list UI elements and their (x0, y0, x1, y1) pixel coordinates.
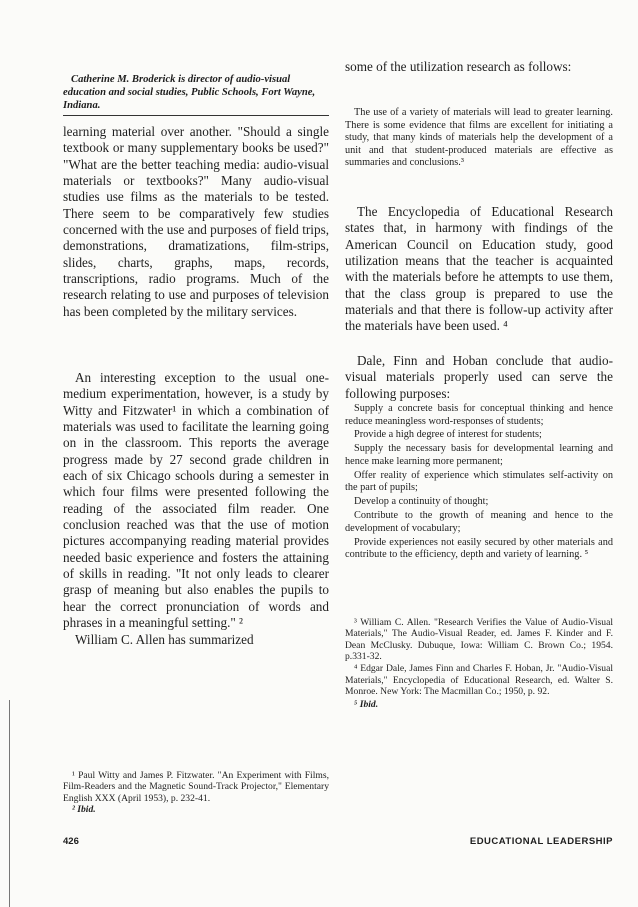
list-item: Offer reality of experience which stimulates self-activity on the part of pupils; (345, 469, 613, 494)
purposes-list (345, 403, 613, 563)
bio-divider (63, 115, 329, 116)
paragraph-text: William C. Allen has summarized (75, 631, 254, 647)
footnote-2: ² Ibid. (72, 803, 96, 815)
footnote-1: ¹ Paul Witty and James P. Fitzwater. "An Experiment with Films, Film-Readers and the Magnetic Sound-Track Projector," Elementary English XXX (April 1953), p. 232-41. (63, 770, 329, 804)
page-edge-line (9, 700, 10, 907)
left-column-paragraph-2 (63, 370, 329, 648)
journal-title: EDUCATIONAL LEADERSHIP (469, 836, 613, 847)
paragraph-text: An interesting exception to the usual one-medium experimentation, however, is a study by Witty and Fitzwater¹ in which a combination of materials was used to facilitate the learning going on in the classroom. This reports the average progress made by 27 second grade children in each of six Chicago schools during a semester in which four films were presented following the reading of the associated film reader. One conclusion reached was that the use of motion pictures accompanying reading material provides needed basic experience and fosters the attaining of skills in reading. "It not only leads to clearer grasp of meaning but also enables the pupils to hear the correct pronunciation of words and phrases in a meaningful setting." ² (63, 370, 329, 631)
page-number: 426 (63, 836, 79, 847)
list-item: Contribute to the growth of meaning and hence to the development of vocabulary; (345, 510, 613, 534)
right-column-paragraph-2 (345, 204, 613, 335)
paragraph-text: some of the utilization research as follows: (345, 59, 572, 74)
author-bio: Catherine M. Broderick is director of audio-visual education and social studies, Public Schools, Fort Wayne, Indiana. (63, 74, 316, 111)
quote-text: The use of a variety of materials will lead to greater learning. There is some evidence that films are excellent for initiating a study, that many kinds of materials help the development of a unit and that student-produced materials are effective as summaries and conclusions.³ (345, 107, 613, 169)
paragraph-text: learning material over another. "Should a single textbook or many supplementary books be used?" "What are the better teaching media: audio-visual materials or textbooks?" Many audio-visual studies use films as the materials to be tested. There seem to be comparatively few studies concerned with the use and purposes of field trips, demonstrations, dramatizations, film-strips, slides, charts, graphs, maps, records, transcriptions, radio programs. Much of the research relating to use and purposes of television has been completed by the military services. (63, 124, 329, 319)
list-item: Provide experiences not easily secured by other materials and contribute to the efficiency, depth and variety of learning. ⁵ (345, 536, 613, 561)
list-item: Develop a continuity of thought; (354, 496, 489, 508)
footnote-3: ³ William C. Allen. "Research Verifies the Value of Audio-Visual Materials," The Audio-Visual Reader, ed. James F. Kinder and F. Dean McClusky. Dubuque, Iowa: William C. Brown Co.; 1954. p.331-32. (345, 617, 613, 662)
footnote-5: ⁵ Ibid. (354, 698, 379, 710)
list-item: Supply the necessary basis for developmental learning and hence make learning more permanent; (345, 443, 613, 467)
right-footnotes (345, 617, 613, 711)
block-quote (345, 107, 613, 170)
list-item: Supply a concrete basis for conceptual thinking and hence reduce meaningless word-responses of students; (345, 403, 613, 427)
left-column-paragraph-1 (63, 124, 329, 320)
right-column-paragraph-1 (345, 59, 613, 75)
left-footnotes (63, 770, 329, 815)
footnote-4: ⁴ Edgar Dale, James Finn and Charles F. Hoban, Jr. "Audio-Visual Materials," Encyclopedia of Educational Research, ed. Walter S. Monroe. New York: The Macmillan Co.; 1950, p. 92. (345, 663, 613, 698)
right-column-paragraph-3 (345, 353, 613, 402)
paragraph-text: The Encyclopedia of Educational Research states that, in harmony with findings of the American Council on Education study, good utilization means that the teacher is acquainted with the materials before he attempts to use them, that the class group is prepared to use the materials and that there is follow-up activity after the materials have been used. ⁴ (345, 204, 613, 334)
list-item: Provide a high degree of interest for students; (354, 429, 542, 441)
paragraph-text: Dale, Finn and Hoban conclude that audio-visual materials properly used can serve the following purposes: (345, 353, 613, 401)
